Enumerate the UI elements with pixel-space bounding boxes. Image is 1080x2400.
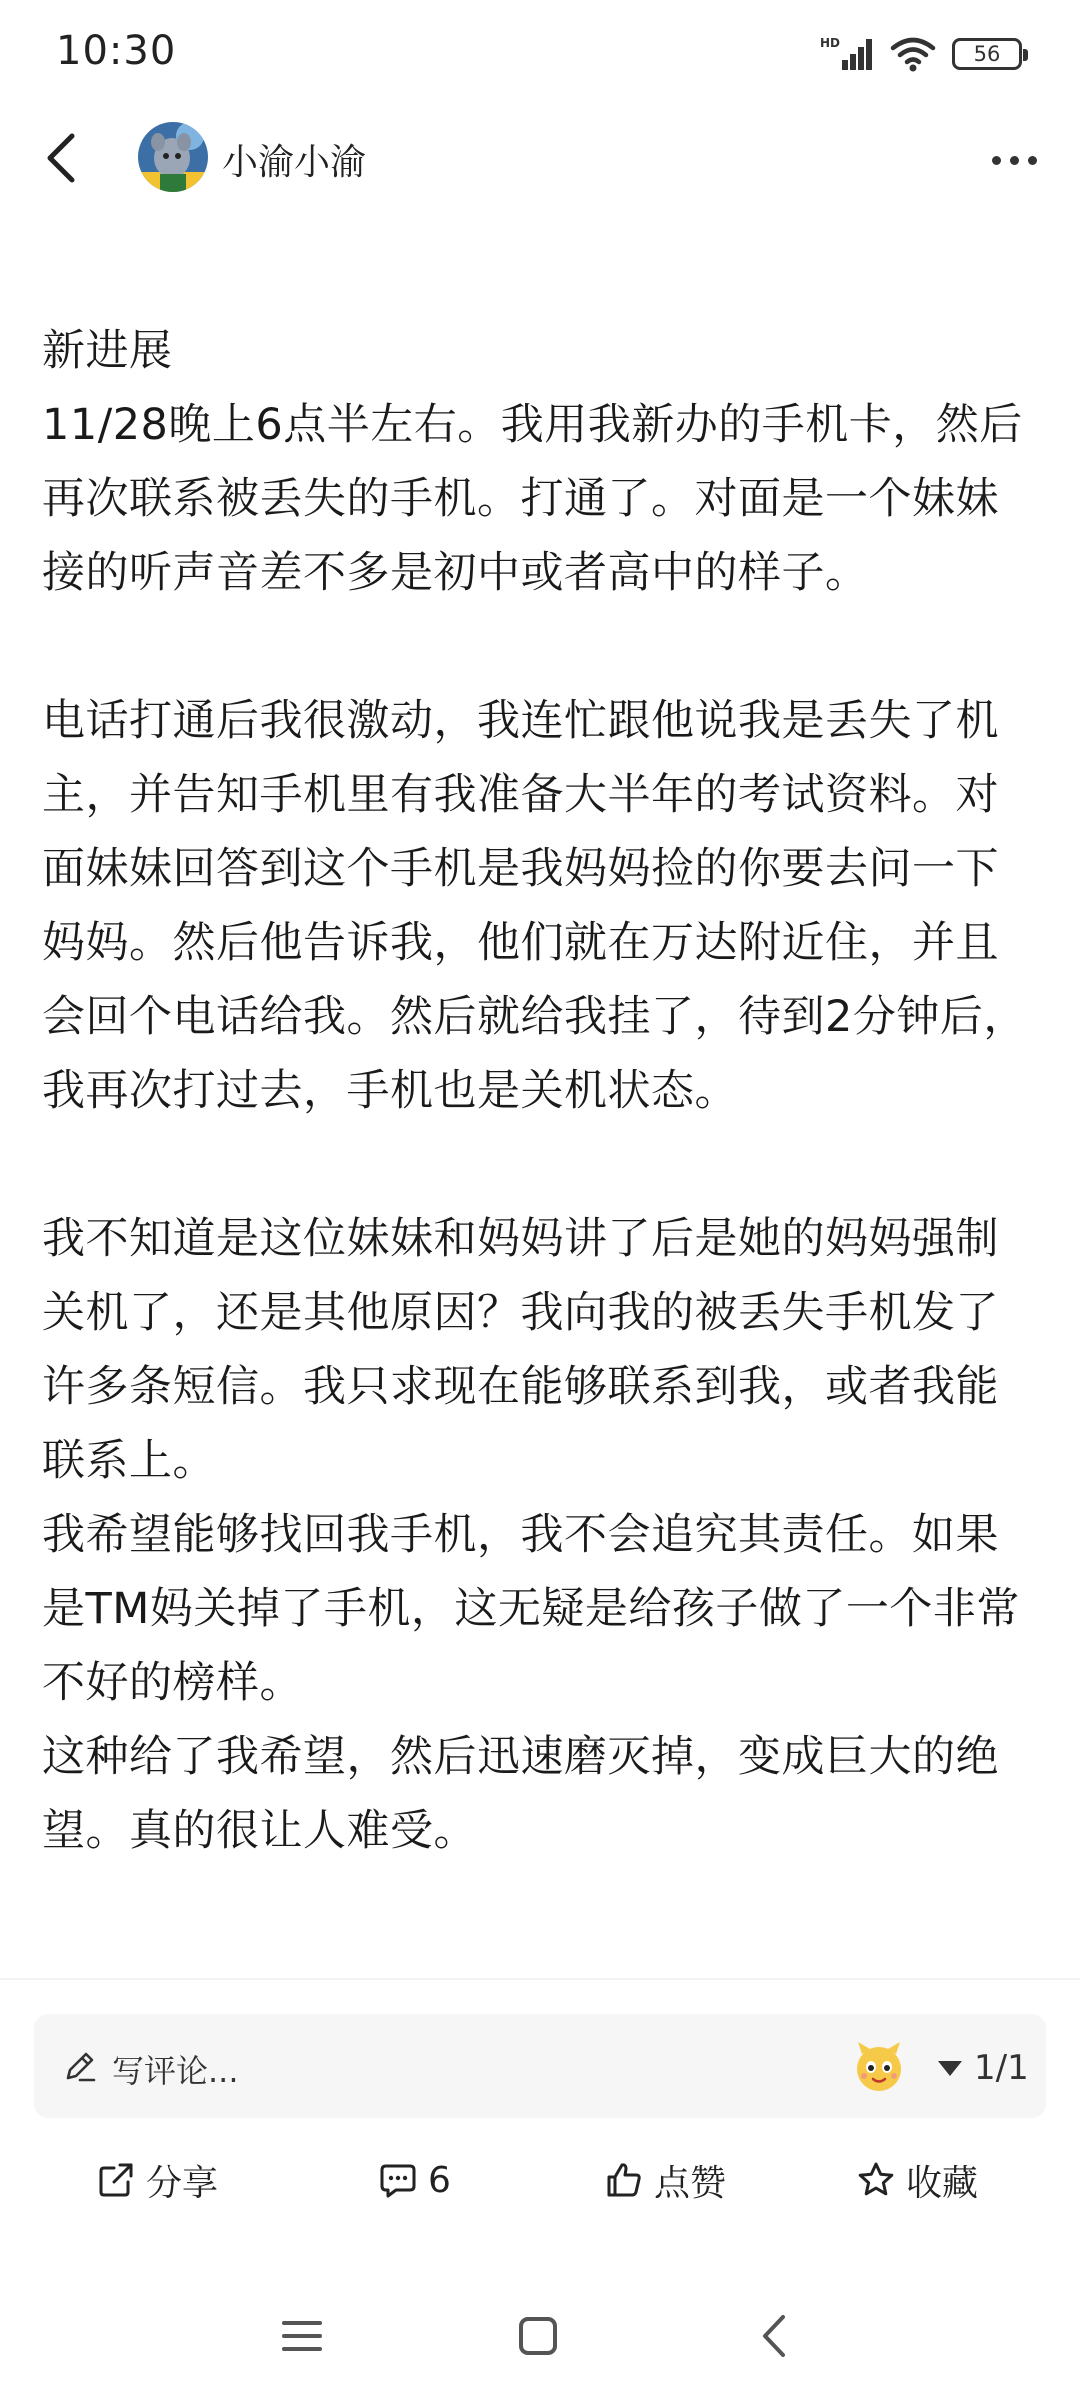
status-icons	[820, 34, 1022, 74]
divider	[0, 1978, 1080, 1980]
battery-level: 56	[973, 42, 1001, 66]
nav-home-button[interactable]	[506, 2304, 570, 2368]
post-paragraph: 电话打通后我很激动，我连忙跟他说我是丢失了机主，并告知手机里有我准备大半年的考试资料。对面妹妹回答到这个手机是我妈妈捡的你要去问一下妈妈。然后他告诉我，他们就在万达附近住，并且会回个电话给我。然后就给我挂了，待到2分钟后，我再次打过去，手机也是关机状态。	[42, 696, 1027, 1116]
post-paragraph: 我希望能够找回我手机，我不会追究其责任。如果是TM妈关掉了手机，这无疑是给孩子做了一个非常不好的榜样。	[42, 1510, 1020, 1708]
nav-back-icon	[759, 2314, 789, 2358]
avatar[interactable]	[138, 122, 208, 192]
status-bar	[0, 0, 1080, 108]
more-options-button[interactable]	[984, 132, 1044, 188]
share-button[interactable]	[96, 2150, 218, 2210]
status-time: 10:30	[56, 28, 177, 74]
comment-page-selector[interactable]	[938, 2046, 1029, 2090]
signal-icon	[820, 36, 874, 72]
nav-back-button[interactable]	[742, 2304, 806, 2368]
back-button[interactable]	[30, 126, 94, 190]
comment-placeholder: 写评论...	[112, 2052, 239, 2090]
wifi-icon	[890, 36, 936, 72]
emoji-icon[interactable]	[848, 2036, 910, 2098]
action-bar	[0, 2140, 1080, 2220]
post-paragraph: 11/28晚上6点半左右。我用我新办的手机卡，然后再次联系被丢失的手机。打通了。对面是一个妹妹接的听声音差不多是初中或者高中的样子。	[42, 400, 1023, 598]
favorite-button[interactable]	[856, 2150, 978, 2210]
home-square-icon	[518, 2316, 558, 2356]
post-content	[42, 314, 1042, 1868]
pen-icon	[62, 2048, 98, 2084]
like-label: 点赞	[654, 2162, 727, 2204]
post-header	[0, 112, 1080, 208]
post-paragraph: 这种给了我希望，然后迅速磨灭掉，变成巨大的绝望。真的很让人难受。	[42, 1732, 999, 1856]
share-icon	[96, 2160, 136, 2200]
favorite-label: 收藏	[906, 2162, 979, 2204]
comment-button[interactable]	[378, 2150, 451, 2210]
thumbs-up-icon	[604, 2160, 644, 2200]
comment-count: 6	[428, 2159, 451, 2201]
network-label: HD	[820, 36, 841, 50]
username[interactable]: 小渝小渝	[222, 142, 367, 183]
comment-input[interactable]	[34, 2014, 1046, 2118]
nav-menu-button[interactable]	[270, 2304, 334, 2368]
like-button[interactable]	[604, 2150, 726, 2210]
share-label: 分享	[146, 2162, 219, 2204]
avatar-image	[138, 122, 208, 192]
post-paragraph: 新进展	[42, 326, 173, 376]
more-dots-icon	[992, 156, 1001, 165]
post-paragraph: 我不知道是这位妹妹和妈妈讲了后是她的妈妈强制关机了，还是其他原因？我向我的被丢失手机发了许多条短信。我只求现在能够联系到我，或者我能联系上。	[42, 1214, 999, 1486]
comment-icon	[378, 2160, 418, 2200]
battery-icon	[952, 38, 1022, 70]
star-icon	[856, 2160, 896, 2200]
menu-icon	[282, 2318, 322, 2354]
triangle-down-icon	[938, 2061, 962, 2076]
page-indicator-text: 1/1	[974, 2048, 1029, 2088]
back-arrow-icon	[42, 132, 82, 184]
system-navigation-bar	[0, 2280, 1080, 2390]
